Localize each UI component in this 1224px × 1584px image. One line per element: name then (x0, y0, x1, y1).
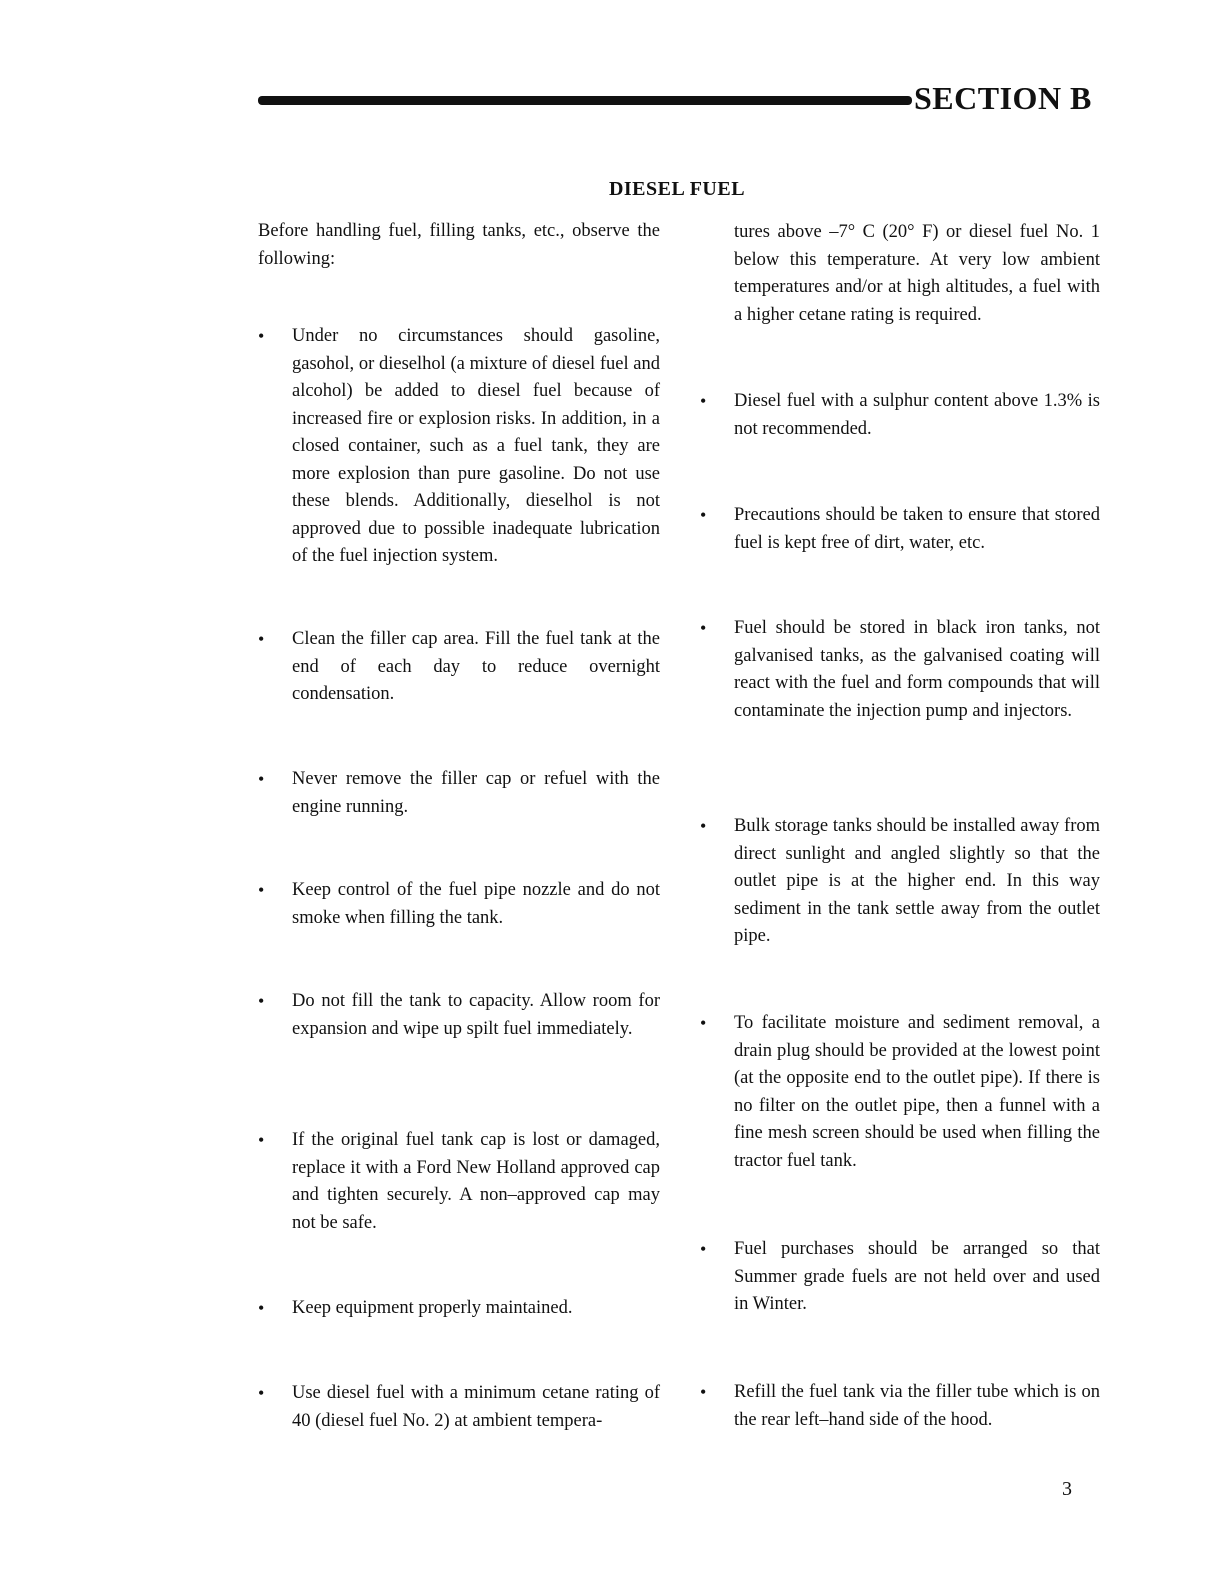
bullet-icon: • (258, 769, 265, 789)
bullet-icon: • (700, 1013, 707, 1033)
section-header-rule (258, 96, 912, 105)
intro-paragraph: Before handling fuel, filling tanks, etc., observe the following: (258, 221, 660, 269)
list-item (700, 388, 1100, 443)
bullet-icon: • (258, 991, 265, 1011)
list-item-text: Keep control of the fuel pipe nozzle and do not smoke when filling the tank. (292, 880, 660, 928)
list-item-text: Bulk storage tanks should be installed away from direct sunlight and angled slightly so that the outlet pipe is at the higher end. In this way sediment in the tank settle away from the outlet pipe. (734, 816, 1100, 946)
bullet-icon: • (700, 618, 707, 638)
bullet-icon: • (700, 1239, 707, 1259)
bullet-icon: • (700, 816, 707, 836)
list-item (700, 1379, 1100, 1434)
list-item-text: Use diesel fuel with a minimum cetane rating of 40 (diesel fuel No. 2) at ambient tempera- (292, 1383, 660, 1431)
bullet-icon: • (258, 1298, 265, 1318)
bullet-icon: • (258, 1383, 265, 1403)
page-title: DIESEL FUEL (608, 178, 746, 200)
list-item (258, 1295, 660, 1323)
section-label: SECTION B (914, 80, 1092, 116)
list-item-text: Clean the filler cap area. Fill the fuel tank at the end of each day to reduce overnight condensation. (292, 629, 660, 704)
list-item (258, 766, 660, 821)
list-item (258, 323, 660, 571)
list-item-text: Do not fill the tank to capacity. Allow room for expansion and wipe up spilt fuel immediately. (292, 991, 660, 1039)
list-item-text: Under no circumstances should gasoline, gasohol, or dieselhol (a mixture of diesel fuel and alcohol) be added to diesel fuel because of increased fire or explosion risks. In addition, in a closed container, such as a fuel tank, they are more explosion than pure gasoline. Do not use these blends. Additionally, dieselhol is not approved due to possible inadequate lubrication of the fuel injection system. (292, 326, 660, 566)
list-item-text: Diesel fuel with a sulphur content above 1.3% is not recommended. (734, 391, 1100, 439)
list-item-text: Refill the fuel tank via the filler tube which is on the rear left–hand side of the hood. (734, 1382, 1100, 1430)
bullet-icon: • (700, 1382, 707, 1402)
bullet-icon: • (258, 326, 265, 346)
list-item (258, 626, 660, 709)
page-number: 3 (1062, 1478, 1072, 1500)
list-item-text: To facilitate moisture and sediment removal, a drain plug should be provided at the lowest point (at the opposite end to the outlet pipe). If there is no filter on the outlet pipe, then a funnel with a fine mesh screen should be used when filling the tractor fuel tank. (734, 1013, 1100, 1171)
bullet-icon: • (700, 391, 707, 411)
list-item (700, 502, 1100, 557)
list-item-text: Fuel purchases should be arranged so that Summer grade fuels are not held over and used in Winter. (734, 1239, 1100, 1314)
continued-paragraph: tures above –7° C (20° F) or diesel fuel No. 1 below this temperature. At very low ambient temperatures and/or at high altitudes, a fuel with a higher cetane rating is required. (734, 222, 1100, 325)
bullet-icon: • (258, 1130, 265, 1150)
bullet-icon: • (700, 505, 707, 525)
list-item (258, 1127, 660, 1237)
bullet-icon: • (258, 880, 265, 900)
list-item-text: Never remove the filler cap or refuel with the engine running. (292, 769, 660, 817)
list-item-text: Keep equipment properly maintained. (292, 1298, 573, 1318)
list-item (700, 615, 1100, 725)
list-item (258, 988, 660, 1043)
list-item (258, 1380, 660, 1435)
bullet-icon: • (258, 629, 265, 649)
list-item (700, 813, 1100, 951)
list-item (258, 877, 660, 932)
list-item-text: Precautions should be taken to ensure that stored fuel is kept free of dirt, water, etc. (734, 505, 1100, 553)
list-item (700, 1010, 1100, 1175)
list-item (700, 1236, 1100, 1319)
list-item-text: Fuel should be stored in black iron tanks, not galvanised tanks, as the galvanised coating will react with the fuel and form compounds that will contaminate the injection pump and injectors. (734, 618, 1100, 721)
list-item-text: If the original fuel tank cap is lost or damaged, replace it with a Ford New Holland approved cap and tighten securely. A non–approved cap may not be safe. (292, 1130, 660, 1233)
